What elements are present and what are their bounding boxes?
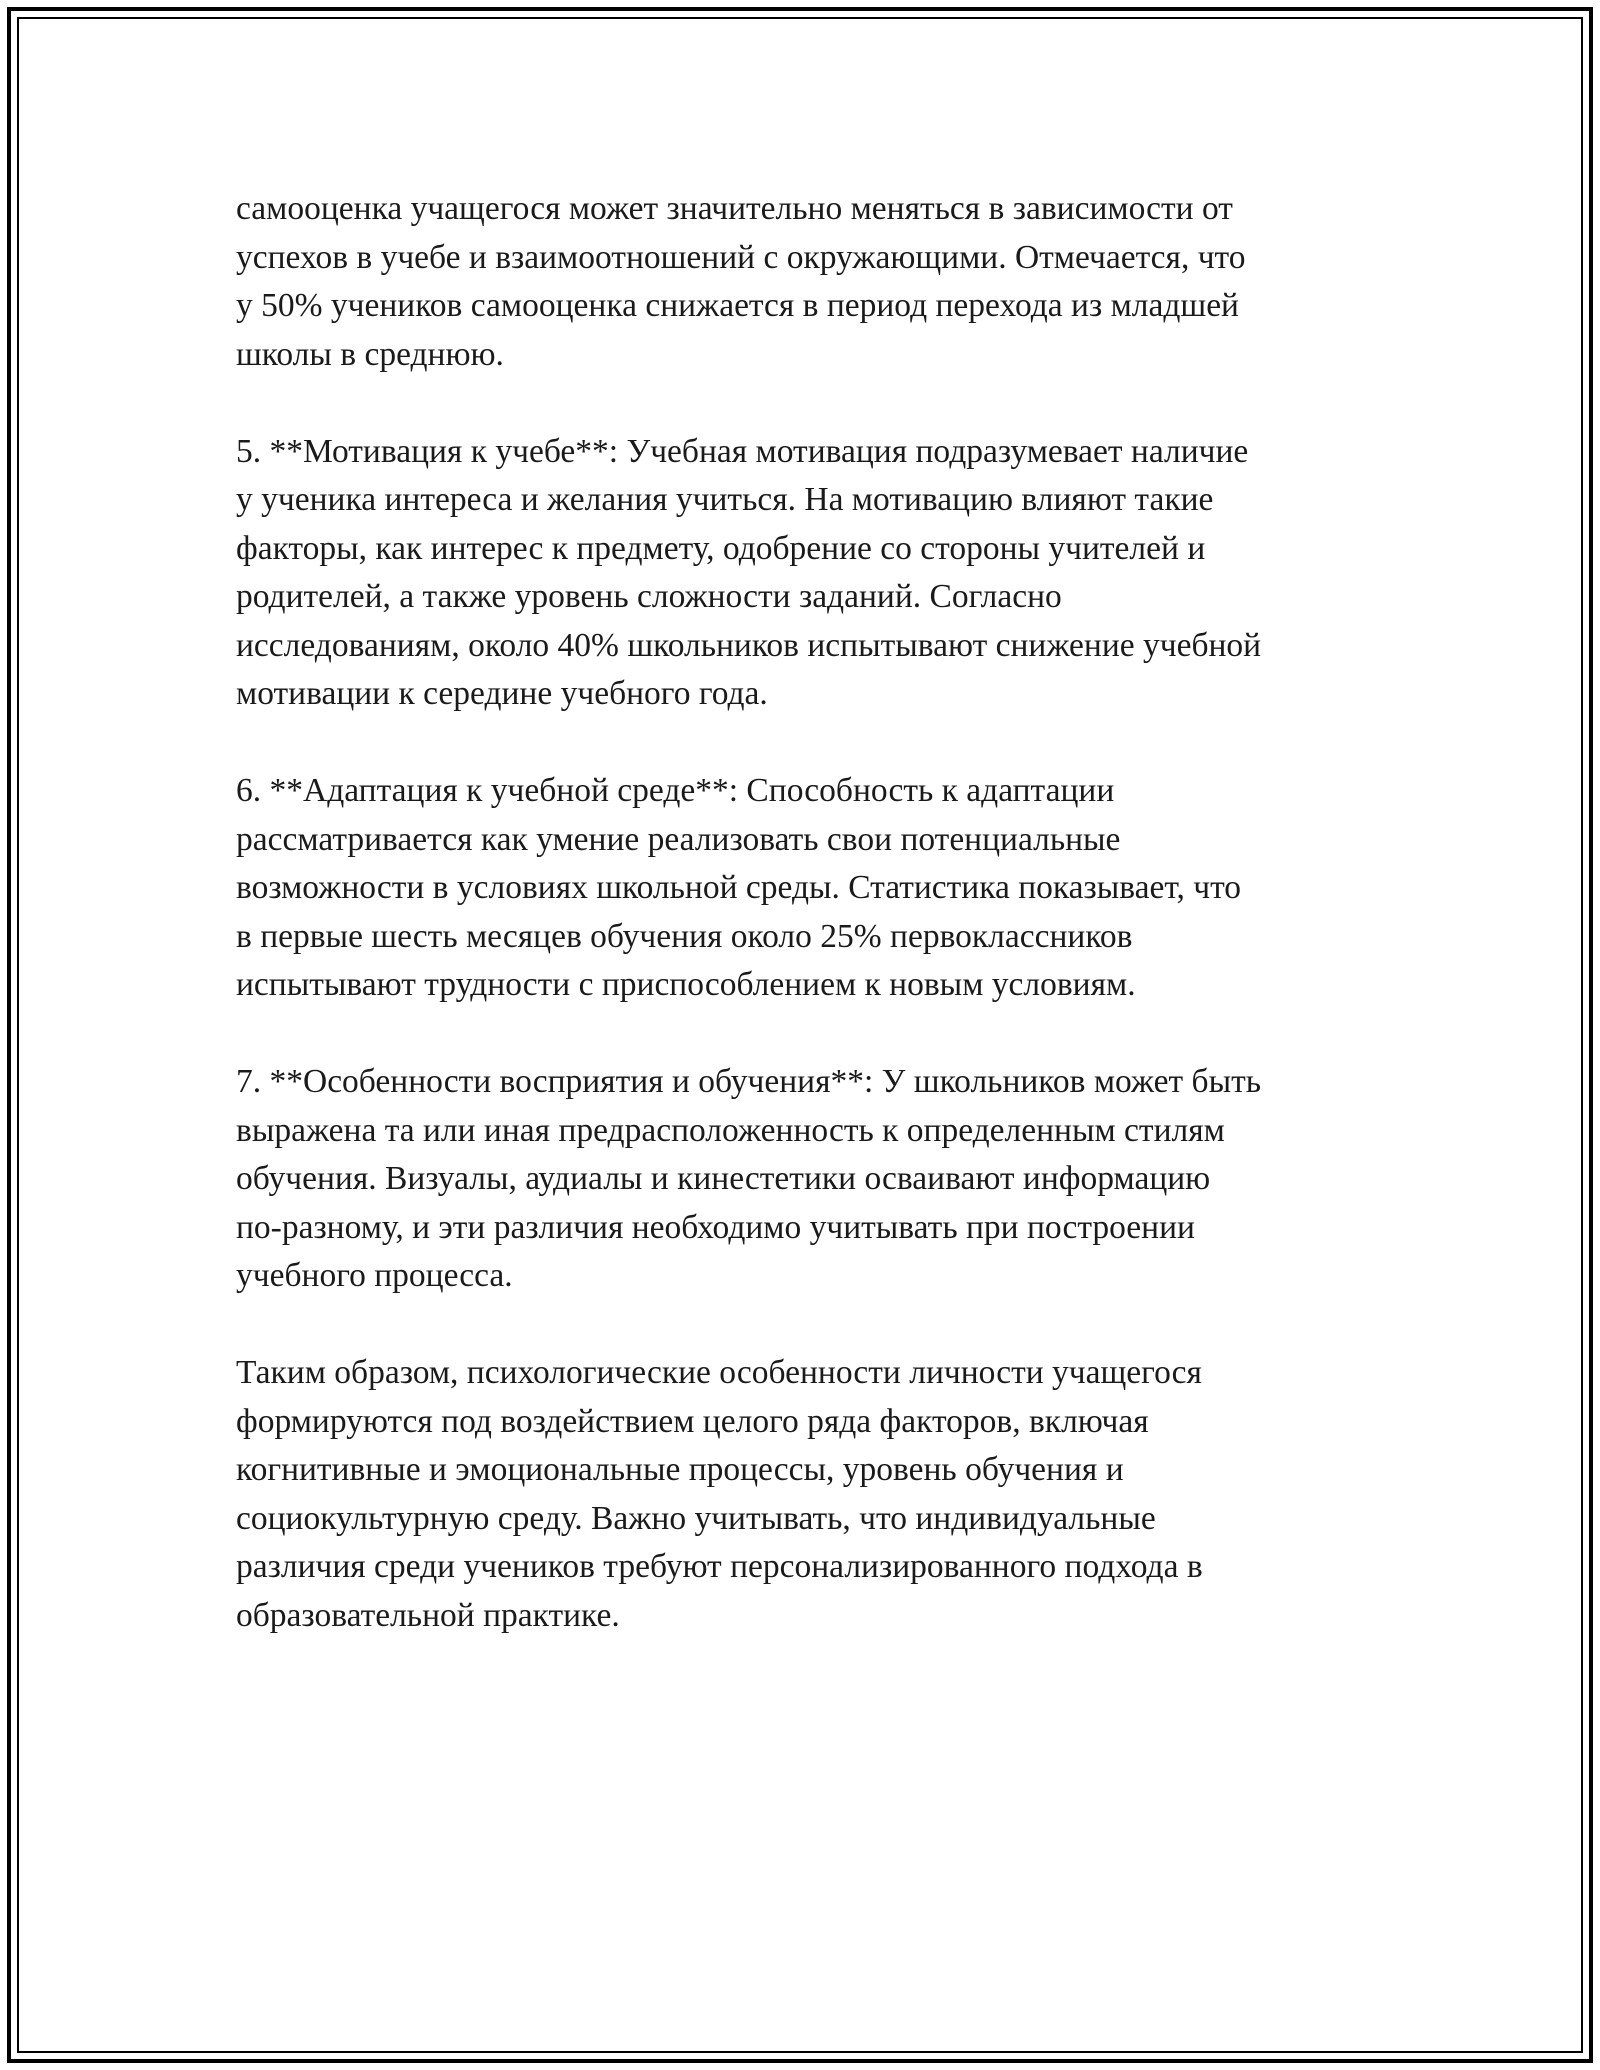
paragraph-learning-motivation: 5. **Мотивация к учебе**: Учебная мотивация подразумевает наличие у ученика интереса и желания учиться. На мотивацию влияют такие факторы, как интерес к предмету, одобрение со стороны учителей и родителей, а также уровень сложности заданий. Согласно исследованиям, около 40% школьников испытывают снижение учебной мотивации к середине учебного года. [236,432,1262,712]
document-body [236,185,1386,1640]
paragraph-adaptation: 6. **Адаптация к учебной среде**: Способность к адаптации рассматривается как умение реализовать свои потенциальные возможности в условиях школьной среды. Статистика показывает, что в первые шесть месяцев обучения около 25% первоклассников испытывают трудности с приспособлением к новым условиям. [236,772,1242,1003]
paragraph-perception-learning: 7. **Особенности восприятия и обучения**: У школьников может быть выражена та или иная предрасположенность к определенным стилям обучения. Визуалы, аудиалы и кинестетики осваивают информацию по-разному, и эти различия необходимо учитывать при построении учебного процесса. [236,1063,1261,1294]
paragraph-self-esteem-continuation: самооценка учащегося может значительно меняться в зависимости от успехов в учебе и взаимоотношений с окружающими. Отмечается, что у 50% учеников самооценка снижается в период перехода из младшей школы в среднюю. [236,190,1246,373]
paragraph-conclusion: Таким образом, психологические особенности личности учащегося формируются под воздействием целого ряда факторов, включая когнитивные и эмоциональные процессы, уровень обучения и социокультурную среду. Важно учитывать, что индивидуальные различия среди учеников требуют персонализированного подхода в образовательной практике. [236,1354,1203,1634]
